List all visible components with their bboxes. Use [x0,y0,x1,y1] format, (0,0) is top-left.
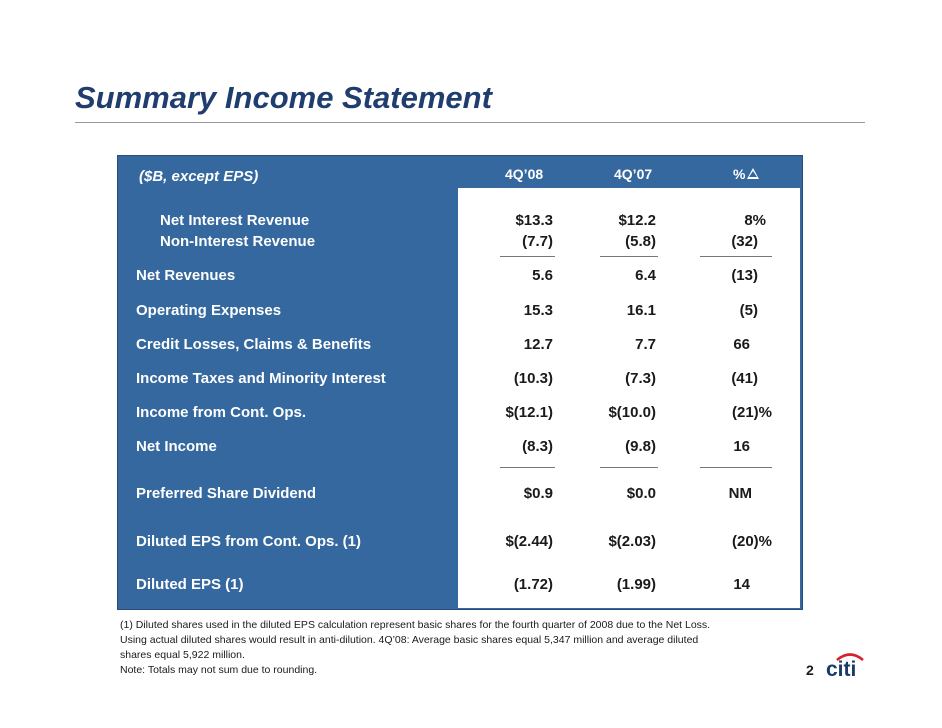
row-value-4q07: $0.0 [626,485,656,502]
row-value-4q08: 12.7 [523,336,553,353]
row-value-4q07: (7.3) [625,370,656,387]
row-label: Income Taxes and Minority Interest [136,370,386,387]
column-header-4q07: 4Q’07 [614,166,653,182]
row-value-4q08: (7.7) [522,233,553,250]
row-value-4q07: (5.8) [625,233,656,250]
logo-wordmark: citi [826,658,857,680]
subtotal-separator [700,256,772,257]
row-value-4q07: 6.4 [635,267,656,284]
row-label: Income from Cont. Ops. [136,404,307,421]
subtotal-separator [600,256,658,257]
row-value-pct: (20)% [731,533,772,550]
units-header: ($B, except EPS) [139,168,259,185]
row-value-4q07: $12.2 [618,212,656,229]
row-label: Diluted EPS (1) [136,576,244,593]
subtotal-separator [500,256,555,257]
page-title: Summary Income Statement [75,80,492,115]
row-value-4q07: $(2.03) [608,533,656,550]
row-label: Operating Expenses [136,302,282,319]
row-value-pct: 14 [733,576,750,593]
row-value-4q08: $0.9 [523,485,553,502]
row-value-4q07: (1.99) [616,576,656,593]
row-label: Credit Losses, Claims & Benefits [136,336,372,353]
row-value-4q07: (9.8) [625,438,656,455]
row-label: Non-Interest Revenue [160,233,316,250]
row-value-4q08: 5.6 [532,267,553,284]
delta-icon [747,168,759,179]
row-value-4q08: 15.3 [523,302,553,319]
row-label: Diluted EPS from Cont. Ops. (1) [136,533,362,550]
row-value-4q08: (10.3) [513,370,553,387]
row-value-4q08: (1.72) [513,576,553,593]
row-value-4q08: (8.3) [522,438,553,455]
title-divider [75,122,865,123]
page-number: 2 [806,662,814,678]
row-value-pct: (32) [731,233,758,250]
row-value-4q07: $(10.0) [608,404,656,421]
footnote-line: (1) Diluted shares used in the diluted EPS calculation represent basic shares for the fourth quarter of 2008 due to the Net Loss. [120,619,711,631]
column-header-pct-change [733,166,759,182]
row-value-pct: (41) [731,370,758,387]
total-separator [500,467,555,468]
row-value-pct: 8% [744,212,766,229]
row-label: Preferred Share Dividend [136,485,317,502]
footnote-line: shares equal 5,922 million. [120,649,245,661]
row-value-pct: (13) [731,267,758,284]
row-value-4q07: 7.7 [635,336,656,353]
column-header-4q08: 4Q’08 [505,166,544,182]
row-value-4q07: 16.1 [626,302,656,319]
row-label: Net Income [136,438,217,455]
row-value-4q08: $(12.1) [505,404,553,421]
row-value-4q08: $13.3 [515,212,553,229]
total-separator [700,467,772,468]
row-value-pct: (5) [739,302,758,319]
row-label: Net Interest Revenue [160,212,310,229]
row-value-pct: 66 [733,336,750,353]
total-separator [600,467,658,468]
footnote-line: Using actual diluted shares would result in anti-dilution. 4Q’08: Average basic shares equal 5,347 million and average diluted [120,634,699,646]
citi-logo [823,650,873,680]
row-value-pct: NM [728,485,752,502]
row-value-pct: 16 [733,438,750,455]
pct-label: % [733,166,746,182]
row-label: Net Revenues [136,267,236,284]
row-value-pct: (21)% [731,404,772,421]
row-value-4q08: $(2.44) [505,533,553,550]
footnote-note: Note: Totals may not sum due to rounding. [120,664,318,676]
